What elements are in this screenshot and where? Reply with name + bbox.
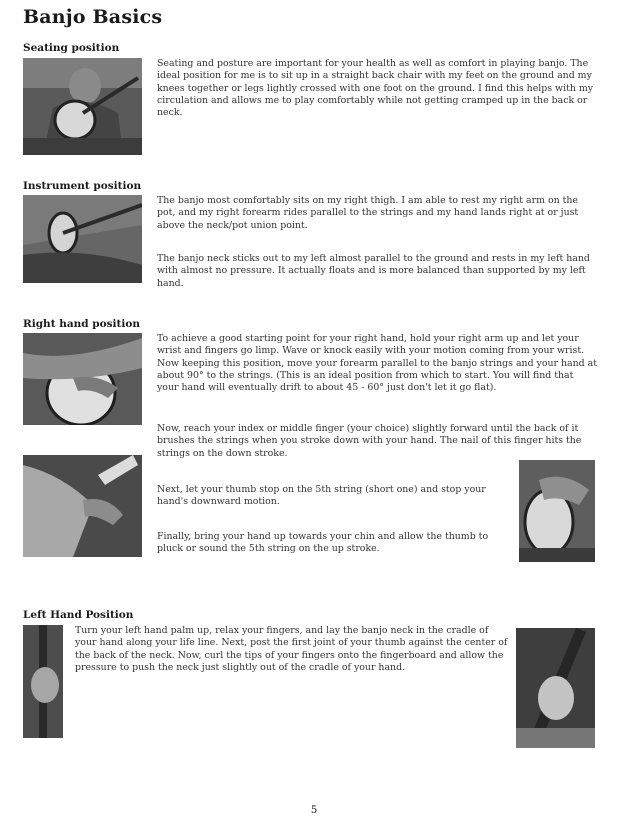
instrument-heading: Instrument position [23, 180, 142, 192]
right-hand-photo-3 [519, 460, 595, 562]
right-hand-text-3: Next, let your thumb stop on the 5th string (short one) and stop your hand's downward motion. [157, 484, 486, 508]
right-hand-text-4: Finally, bring your hand up towards your chin and allow the thumb to pluck or sound the 5th string on the up stroke. [157, 531, 489, 555]
instrument-photo [23, 195, 142, 283]
right-hand-heading: Right hand position [23, 318, 140, 330]
left-hand-photo-2 [516, 628, 595, 748]
left-hand-text: Turn your left hand palm up, relax your fingers, and lay the banjo neck in the cradle of your hand along your life line. Next, post the first joint of your thumb against the center of the back of the neck. Now, curl the tips of your fingers onto the fingerboard and allow the pressure to push the neck just slightly out of the cradle of your hand. [75, 625, 508, 673]
right-hand-photo-2 [23, 455, 142, 557]
instrument-text-1: The banjo most comfortably sits on my right thigh. I am able to rest my right arm on the pot, and my right forearm rides parallel to the strings and my hand lands right at or just above the neck/pot union point. [157, 195, 579, 231]
seating-heading: Seating position [23, 42, 120, 54]
instrument-text-2: The banjo neck sticks out to my left almost parallel to the ground and rests in my left hand with almost no pressure. It actually floats and is more balanced than supported by my left hand. [157, 253, 590, 289]
right-hand-text-1: To achieve a good starting point for your right hand, hold your right arm up and let your wrist and fingers go limp. Wave or knock easily with your motion coming from your wrist. Now keeping this position, move your forearm parallel to the banjo strings and your hand at about 90° to the strings. (This is an ideal position from which to start. You will find that your hand will eventually drift to about 45 - 60° just don't let it go flat). [157, 333, 597, 394]
right-hand-text-2: Now, reach your index or middle finger (your choice) slightly forward until the back of it brushes the strings when you stroke down with your hand. The nail of this finger hits the strings on the down stroke. [157, 423, 582, 459]
seating-photo [23, 58, 142, 155]
left-hand-heading: Left Hand Position [23, 609, 134, 621]
seating-text: Seating and posture are important for your health as well as comfort in playing banjo. The ideal position for me is to sit up in a straight back chair with my feet on the ground and my knees together or legs lightly crossed with one foot on the ground. I find this helps with my circulation and allows me to play comfortably while not getting cramped up in the back or neck. [157, 58, 594, 119]
page-number: 5 [310, 805, 318, 816]
left-hand-photo-1 [23, 625, 63, 738]
right-hand-photo-1 [23, 333, 142, 425]
page-title: Banjo Basics [23, 6, 163, 28]
